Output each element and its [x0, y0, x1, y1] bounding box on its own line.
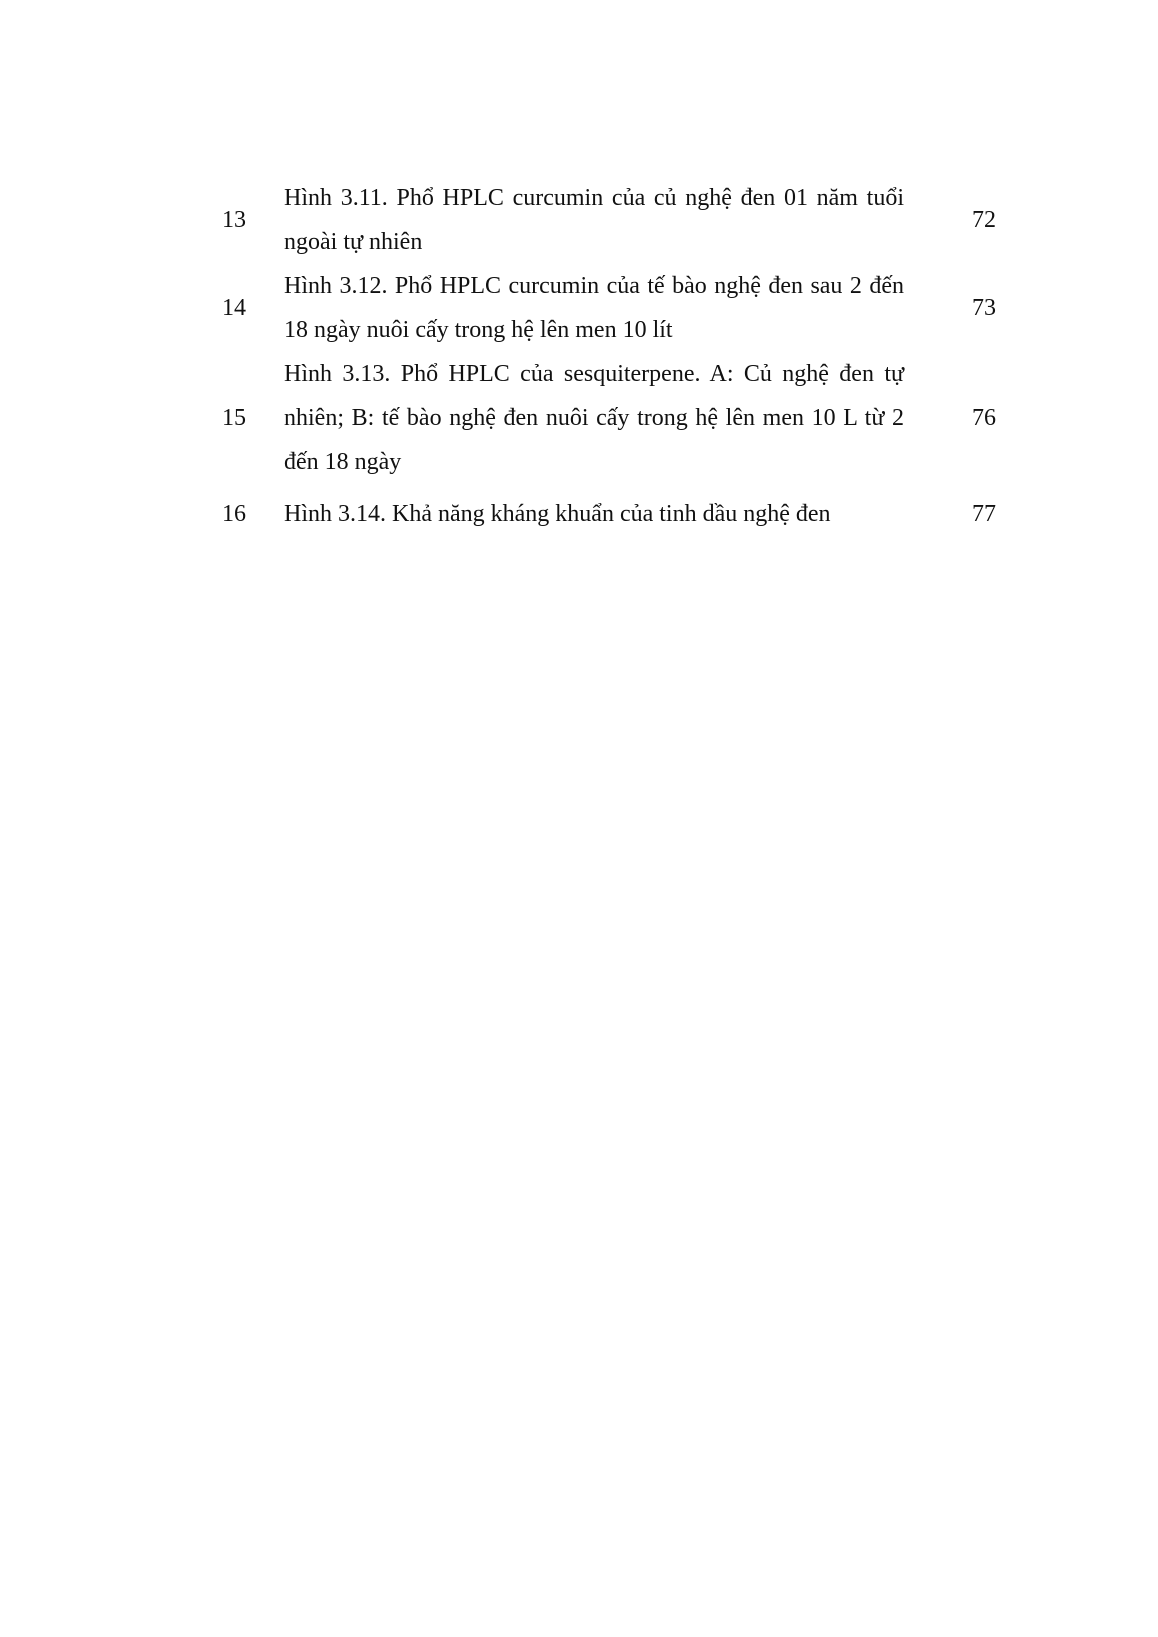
row-number: 16 — [222, 501, 246, 527]
figure-caption: Hình 3.12. Phổ HPLC curcumin của tế bào nghệ đen sau 2 đến 18 ngày nuôi cấy trong hệ lên men 10 lít — [284, 273, 904, 343]
page-number: 72 — [972, 207, 996, 233]
row-number: 14 — [222, 295, 246, 321]
figure-caption: Hình 3.11. Phổ HPLC curcumin của củ nghệ đen 01 năm tuổi ngoài tự nhiên — [284, 185, 904, 255]
figure-caption: Hình 3.14. Khả năng kháng khuẩn của tinh dầu nghệ đen — [284, 501, 831, 527]
row-number: 15 — [222, 405, 246, 431]
row-number: 13 — [222, 207, 246, 233]
figure-caption: Hình 3.13. Phổ HPLC của sesquiterpene. A: Củ nghệ đen tự nhiên; B: tế bào nghệ đen nuôi cấy trong hệ lên men 10 L từ 2 đến 18 ngày — [284, 361, 904, 475]
page-number: 73 — [972, 295, 996, 321]
figure-list-row — [200, 176, 1000, 264]
figure-list-row — [200, 492, 1000, 536]
figure-list-table — [200, 176, 1000, 536]
figure-list-row — [200, 352, 1000, 484]
figure-list-row — [200, 264, 1000, 352]
page-number: 77 — [972, 501, 996, 527]
page-number: 76 — [972, 405, 996, 431]
